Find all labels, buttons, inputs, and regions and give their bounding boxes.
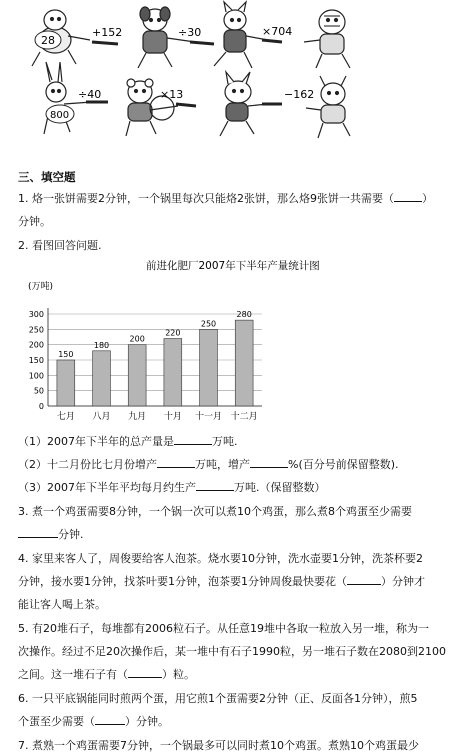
- question-2-2: （2）十二月份比七月份增产 万吨，增产 %(百分号前保留整数).: [18, 458, 399, 471]
- x-tick-label: 九月: [128, 412, 147, 422]
- question-4-cont2: 能让客人喝上茶。: [18, 598, 106, 611]
- x-tick-label: 十二月: [230, 412, 258, 422]
- x-tick-label: 十月: [163, 412, 182, 422]
- bar: [200, 329, 218, 406]
- question-6: 6. 一只平底锅能同时煎两个蛋，用它煎1个蛋需要2分钟（正、反面各1分钟），煎5: [18, 692, 418, 705]
- question-4-cont: 分钟，接水要1分钟，找茶叶要1分钟，泡茶要1分钟周俊最快要花（ ）分钟才: [18, 575, 425, 588]
- answer-blank[interactable]: [250, 457, 288, 468]
- chart-title: 前进化肥厂2007年下半年产量统计图: [146, 260, 320, 272]
- bar-value-label: 200: [129, 334, 145, 344]
- bar: [93, 351, 111, 406]
- question-5-cont2: 之间。这一堆石子有（ ）粒。: [18, 668, 195, 681]
- relay-race-illustration: [0, 0, 472, 160]
- bar-value-label: 220: [165, 328, 181, 338]
- answer-blank[interactable]: [196, 480, 234, 491]
- x-tick-label: 八月: [92, 412, 111, 422]
- bar: [128, 345, 146, 406]
- y-tick-label: 150: [28, 356, 44, 365]
- answer-blank[interactable]: [95, 714, 125, 725]
- question-2-3: （3）2007年下半年平均每月约生产 万吨.（保留整数）: [18, 481, 326, 494]
- question-1: 1. 烙一张饼需要2分钟，一个锅里每次只能烙2张饼，那么烙9张饼一共需要（ ）: [18, 192, 433, 205]
- bar-value-label: 150: [58, 350, 74, 359]
- baton: [92, 42, 118, 44]
- question-7: 7. 煮熟一个鸡蛋需要7分钟，一个锅最多可以同时煮10个鸡蛋。煮熟10个鸡蛋最少: [18, 739, 419, 752]
- x-tick-label: 七月: [56, 412, 75, 422]
- start-number-top: 28: [41, 34, 55, 47]
- question-2: 2. 看图回答问题.: [18, 239, 102, 252]
- y-tick-label: 0: [38, 402, 44, 411]
- deer-runner: [306, 76, 350, 138]
- bar: [57, 360, 75, 406]
- question-3: 3. 煮一个鸡蛋需要8分钟，一个锅一次可以煮10个鸡蛋，那么煮8个鸡蛋至少需要: [18, 505, 412, 518]
- operation-label: ×704: [262, 25, 293, 38]
- answer-blank[interactable]: [128, 667, 162, 678]
- y-tick-label: 250: [28, 325, 44, 335]
- bar: [235, 320, 253, 406]
- baton: [176, 104, 196, 106]
- y-tick-label: 200: [28, 340, 44, 350]
- answer-blank[interactable]: [18, 527, 58, 538]
- bar-value-label: 280: [236, 310, 252, 320]
- baton: [190, 42, 214, 44]
- operation-label: ÷30: [178, 26, 202, 39]
- question-5: 5. 有20堆石子，每堆都有2006粒石子。从任意19堆中各取一粒放入另一堆，称为一: [18, 622, 429, 635]
- question-2-1: （1）2007年下半年的总产量是 万吨.: [18, 435, 238, 448]
- answer-blank[interactable]: [394, 191, 422, 202]
- answer-blank[interactable]: [174, 434, 212, 445]
- tiger-runner: [304, 10, 350, 68]
- bar-value-label: 250: [200, 319, 217, 329]
- question-4: 4. 家里来客人了，周俊要给客人泡茶。烧水要10分钟，洗水壶要1分钟，洗茶杯要2: [18, 552, 423, 565]
- baton: [262, 40, 282, 42]
- operation-label: +152: [92, 26, 123, 39]
- question-1-cont: 分钟。: [18, 215, 51, 228]
- y-tick-label: 50: [33, 386, 44, 396]
- operation-label: ÷40: [78, 88, 102, 101]
- answer-blank[interactable]: [347, 574, 381, 585]
- question-3-cont: 分钟.: [18, 526, 84, 542]
- operation-label: ×13: [160, 88, 184, 101]
- y-axis-label: (万吨): [28, 282, 54, 292]
- start-number-bottom: 800: [50, 110, 70, 121]
- section-title: 三、填空题: [18, 170, 76, 184]
- wolf-runner: [220, 72, 268, 136]
- question-6-cont: 个蛋至少需要（ ）分钟。: [18, 715, 169, 728]
- y-tick-label: 300: [28, 310, 44, 319]
- operation-label: −162: [284, 88, 315, 101]
- cat-runner: [214, 2, 268, 68]
- bar-value-label: 180: [93, 340, 110, 350]
- bar: [164, 339, 182, 406]
- x-tick-label: 十一月: [194, 412, 223, 422]
- production-bar-chart: [0, 255, 472, 425]
- y-tick-label: 100: [28, 371, 44, 381]
- answer-blank[interactable]: [157, 457, 195, 468]
- question-5-cont: 次操作。经过不足20次操作后，某一堆中有石子1990粒，另一堆石子数在2080到2100: [18, 645, 446, 658]
